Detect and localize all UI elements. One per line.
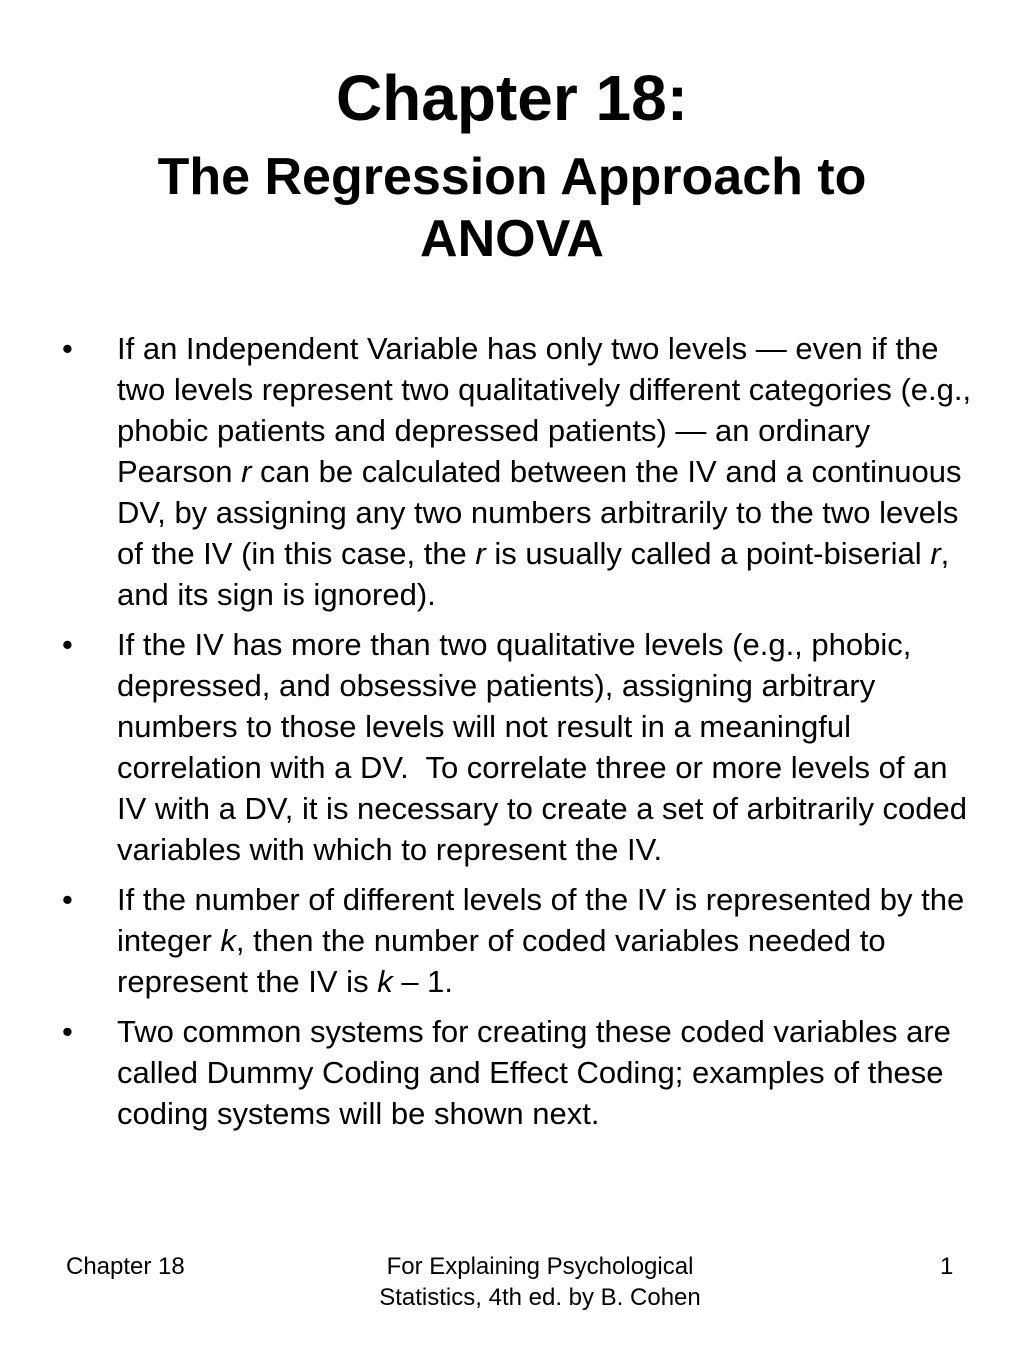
page-title: Chapter 18: [335,62,689,134]
text-run: can be calculated between the IV and a continuous DV, by assigning any two numbers arbitrarily to the two levels of the IV (in this case, the [117,454,962,571]
text-run: is usually called a point-biserial [485,536,931,571]
text-run: If the IV has more than two qualitative levels (e.g., phobic, depressed, and obsessive patients), assigning arbitrary numbers to those levels will not result in a meaningful correlation with a DV. To correlate three or more levels of an IV with a DV, it is necessary to create a set of arbitrarily coded variables with which to represent the IV. [117,627,968,867]
footer-source-line: Statistics, 4th ed. by B. Cohen [379,1284,701,1311]
bullet-text [117,627,967,867]
bullet-dot-icon: • [62,331,73,366]
italic-symbol: k [377,964,393,999]
text-run: Two common systems for creating these coded variables are called Dummy Coding and Effect Coding; examples of these coding systems will be shown next. [117,1014,951,1131]
bullet-list [0,328,1024,1143]
text-run: If an Independent Variable has only two levels — even if the two levels represent two qualitatively different categories (e.g., phobic patients and depressed patients) — an ordinary Pearson [117,331,972,489]
bullet-item [0,624,1024,870]
footer-source [300,1251,780,1313]
italic-symbol: k [220,923,236,958]
footer-chapter: Chapter 18 [66,1253,185,1280]
bullet-dot-icon: • [62,882,73,917]
bullet-item [0,1011,1024,1134]
text-run: – 1. [392,964,454,999]
bullet-text [117,331,971,612]
title-block [0,58,1024,270]
bullet-text [117,1014,951,1131]
italic-symbol: r [930,536,941,571]
bullet-dot-icon: • [62,1014,73,1049]
italic-symbol: r [475,536,486,571]
italic-symbol: r [241,454,252,489]
footer-page-number: 1 [940,1253,954,1280]
bullet-dot-icon: • [62,627,73,662]
bullet-item [0,328,1024,615]
text-run: , then the number of coded variables needed to represent the IV is [117,923,886,999]
bullet-item [0,879,1024,1002]
text-run: If the number of different levels of the IV is represented by the integer [117,882,965,958]
page-subtitle: The Regression Approach to ANOVA [157,148,867,268]
text-run: , and its sign is ignored). [117,536,950,612]
bullet-text [117,882,964,999]
footer-source-line: For Explaining Psychological [386,1253,694,1280]
